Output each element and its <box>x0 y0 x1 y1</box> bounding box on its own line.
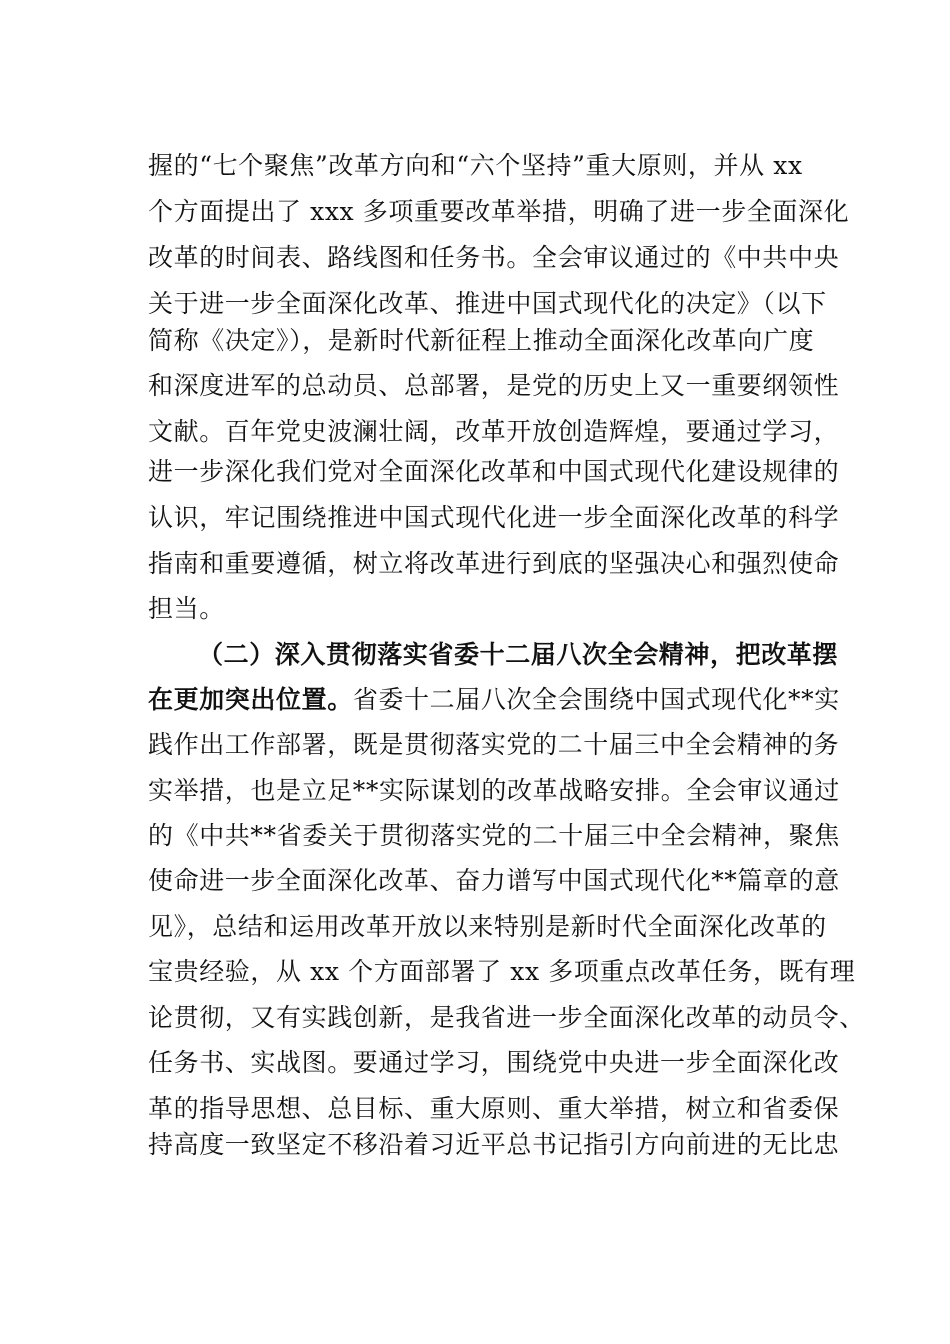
paragraph-2-line: 论贯彻，又有实践创新，是我省进一步全面深化改革的动员令、 <box>148 1003 865 1032</box>
paragraph-1-line: 关于进一步全面深化改革、推进中国式现代化的决定》（以下 <box>148 289 827 318</box>
paragraph-1-line: 担当。 <box>148 594 225 623</box>
paragraph-2-first-text: 省委十二届八次全会围绕中国式现代化**实 <box>352 685 840 714</box>
paragraph-2-line: 实举措，也是立足**实际谋划的改革战略安排。全会审议通过 <box>148 776 840 805</box>
paragraph-2-line: 践作出工作部署，既是贯彻落实党的二十届三中全会精神的务 <box>148 730 840 759</box>
paragraph-1-line: 文献。百年党史波澜壮阔，改革开放创造辉煌，要通过学习， <box>148 417 840 446</box>
paragraph-1-line: 进一步深化我们党对全面深化改革和中国式现代化建设规律的 <box>148 457 840 486</box>
section-heading: （二）深入贯彻落实省委十二届八次全会精神，把改革摆 <box>198 640 839 669</box>
paragraph-1-line: 简称《决定》），是新时代新征程上推动全面深化改革向广度 <box>148 326 815 355</box>
section-heading-continuation-line <box>148 680 840 720</box>
paragraph-2-line: 见》，总结和运用改革开放以来特别是新时代全面深化改革的 <box>148 912 827 941</box>
paragraph-1-line: 改革的时间表、路线图和任务书。全会审议通过的《中共中央 <box>148 243 840 272</box>
paragraph-2-line: 使命进一步全面深化改革、奋力谱写中国式现代化**篇章的意 <box>148 866 840 895</box>
paragraph-1-line: 指南和重要遵循，树立将改革进行到底的坚强决心和强烈使命 <box>148 549 840 578</box>
paragraph-2-line: 宝贵经验，从 xx 个方面部署了 xx 多项重点改革任务，既有理 <box>148 957 856 986</box>
paragraph-1-line: 握的“七个聚焦”改革方向和“六个坚持”重大原则，并从 xx <box>148 151 803 180</box>
paragraph-2-line: 持高度一致坚定不移沿着习近平总书记指引方向前进的无比忠 <box>148 1130 840 1159</box>
paragraph-2-line: 革的指导思想、总目标、重大原则、重大举措，树立和省委保 <box>148 1094 840 1123</box>
paragraph-1-line: 和深度进军的总动员、总部署，是党的历史上又一重要纲领性 <box>148 371 840 400</box>
paragraph-1-line: 个方面提出了 xxx 多项重要改革举措，明确了进一步全面深化 <box>148 197 850 226</box>
paragraph-2-line: 任务书、实战图。要通过学习，围绕党中央进一步全面深化改 <box>148 1048 840 1077</box>
paragraph-1-line: 认识，牢记围绕推进中国式现代化进一步全面深化改革的科学 <box>148 503 840 532</box>
paragraph-2-line: 的《中共**省委关于贯彻落实党的二十届三中全会精神，聚焦 <box>148 821 840 850</box>
section-heading-continuation: 在更加突出位置。 <box>148 685 353 714</box>
